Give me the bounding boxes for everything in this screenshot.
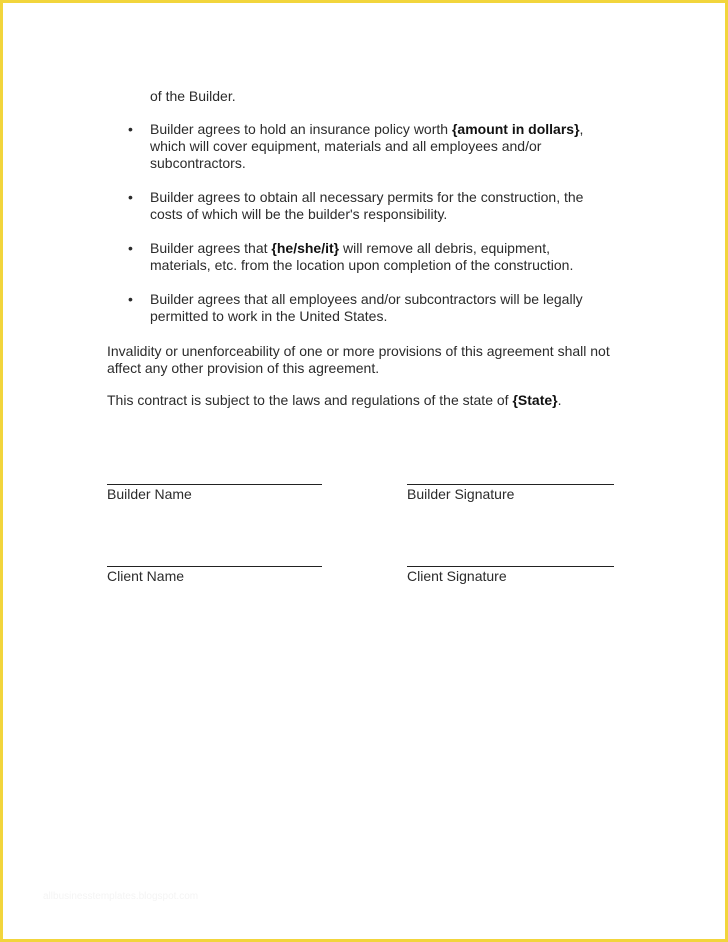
bullet-text — [150, 240, 610, 274]
client-signature-line[interactable] — [407, 566, 614, 567]
builder-name-label: Builder Name — [107, 486, 192, 502]
builder-signature-line[interactable] — [407, 484, 614, 485]
bullet-text-part: Builder agrees to hold an insurance policy worth — [150, 121, 452, 137]
bullet-icon: • — [128, 189, 133, 205]
bullet-text-part: , which will cover equipment, materials and all employees and/or subcontractors. — [150, 121, 584, 171]
watermark: allbusinesstemplates.blogspot.com — [43, 891, 199, 902]
bullet-text — [150, 291, 610, 325]
invalidity-paragraph: Invalidity or unenforceability of one or more provisions of this agreement shall not affect any other provision of this agreement. — [107, 343, 610, 376]
bullet-text-part: Builder agrees that all employees and/or subcontractors will be legally permitted to work in the United States. — [150, 291, 583, 324]
builder-name-line[interactable] — [107, 484, 322, 485]
state-placeholder: {State} — [512, 392, 558, 408]
bullet-text — [150, 121, 610, 172]
governing-law-paragraph — [107, 392, 627, 409]
bullet-item-employees — [3, 291, 725, 325]
client-name-block — [107, 566, 322, 585]
bullet-icon: • — [128, 240, 133, 256]
client-name-line[interactable] — [107, 566, 322, 567]
builder-signature-label: Builder Signature — [407, 486, 515, 502]
law-text-end: . — [557, 392, 562, 408]
builder-name-block — [107, 484, 322, 503]
bullet-item-debris — [3, 240, 725, 274]
bullet-icon: • — [128, 121, 133, 137]
bullet-item-insurance — [3, 121, 725, 172]
amount-placeholder: {amount in dollars} — [451, 121, 580, 137]
bullet-list — [3, 121, 725, 342]
client-signature-label: Client Signature — [407, 568, 507, 584]
bullet-item-permits — [3, 189, 725, 223]
bullet-text-part: Builder agrees to obtain all necessary permits for the construction, the costs of which will be the builder's responsibility. — [150, 189, 584, 222]
bullet-text — [150, 189, 610, 223]
bullet-icon: • — [128, 291, 133, 307]
bullet-text-part: Builder agrees that — [150, 240, 272, 256]
law-text: This contract is subject to the laws and regulations of the state of — [107, 392, 513, 408]
client-signature-block — [407, 566, 614, 585]
bullet-text-part: will remove all debris, equipment, materials, etc. from the location upon completion of the construction. — [150, 240, 574, 273]
builder-signature-block — [407, 484, 614, 503]
continuation-text: of the Builder. — [150, 88, 236, 104]
pronoun-placeholder: {he/she/it} — [271, 240, 340, 256]
client-name-label: Client Name — [107, 568, 185, 584]
